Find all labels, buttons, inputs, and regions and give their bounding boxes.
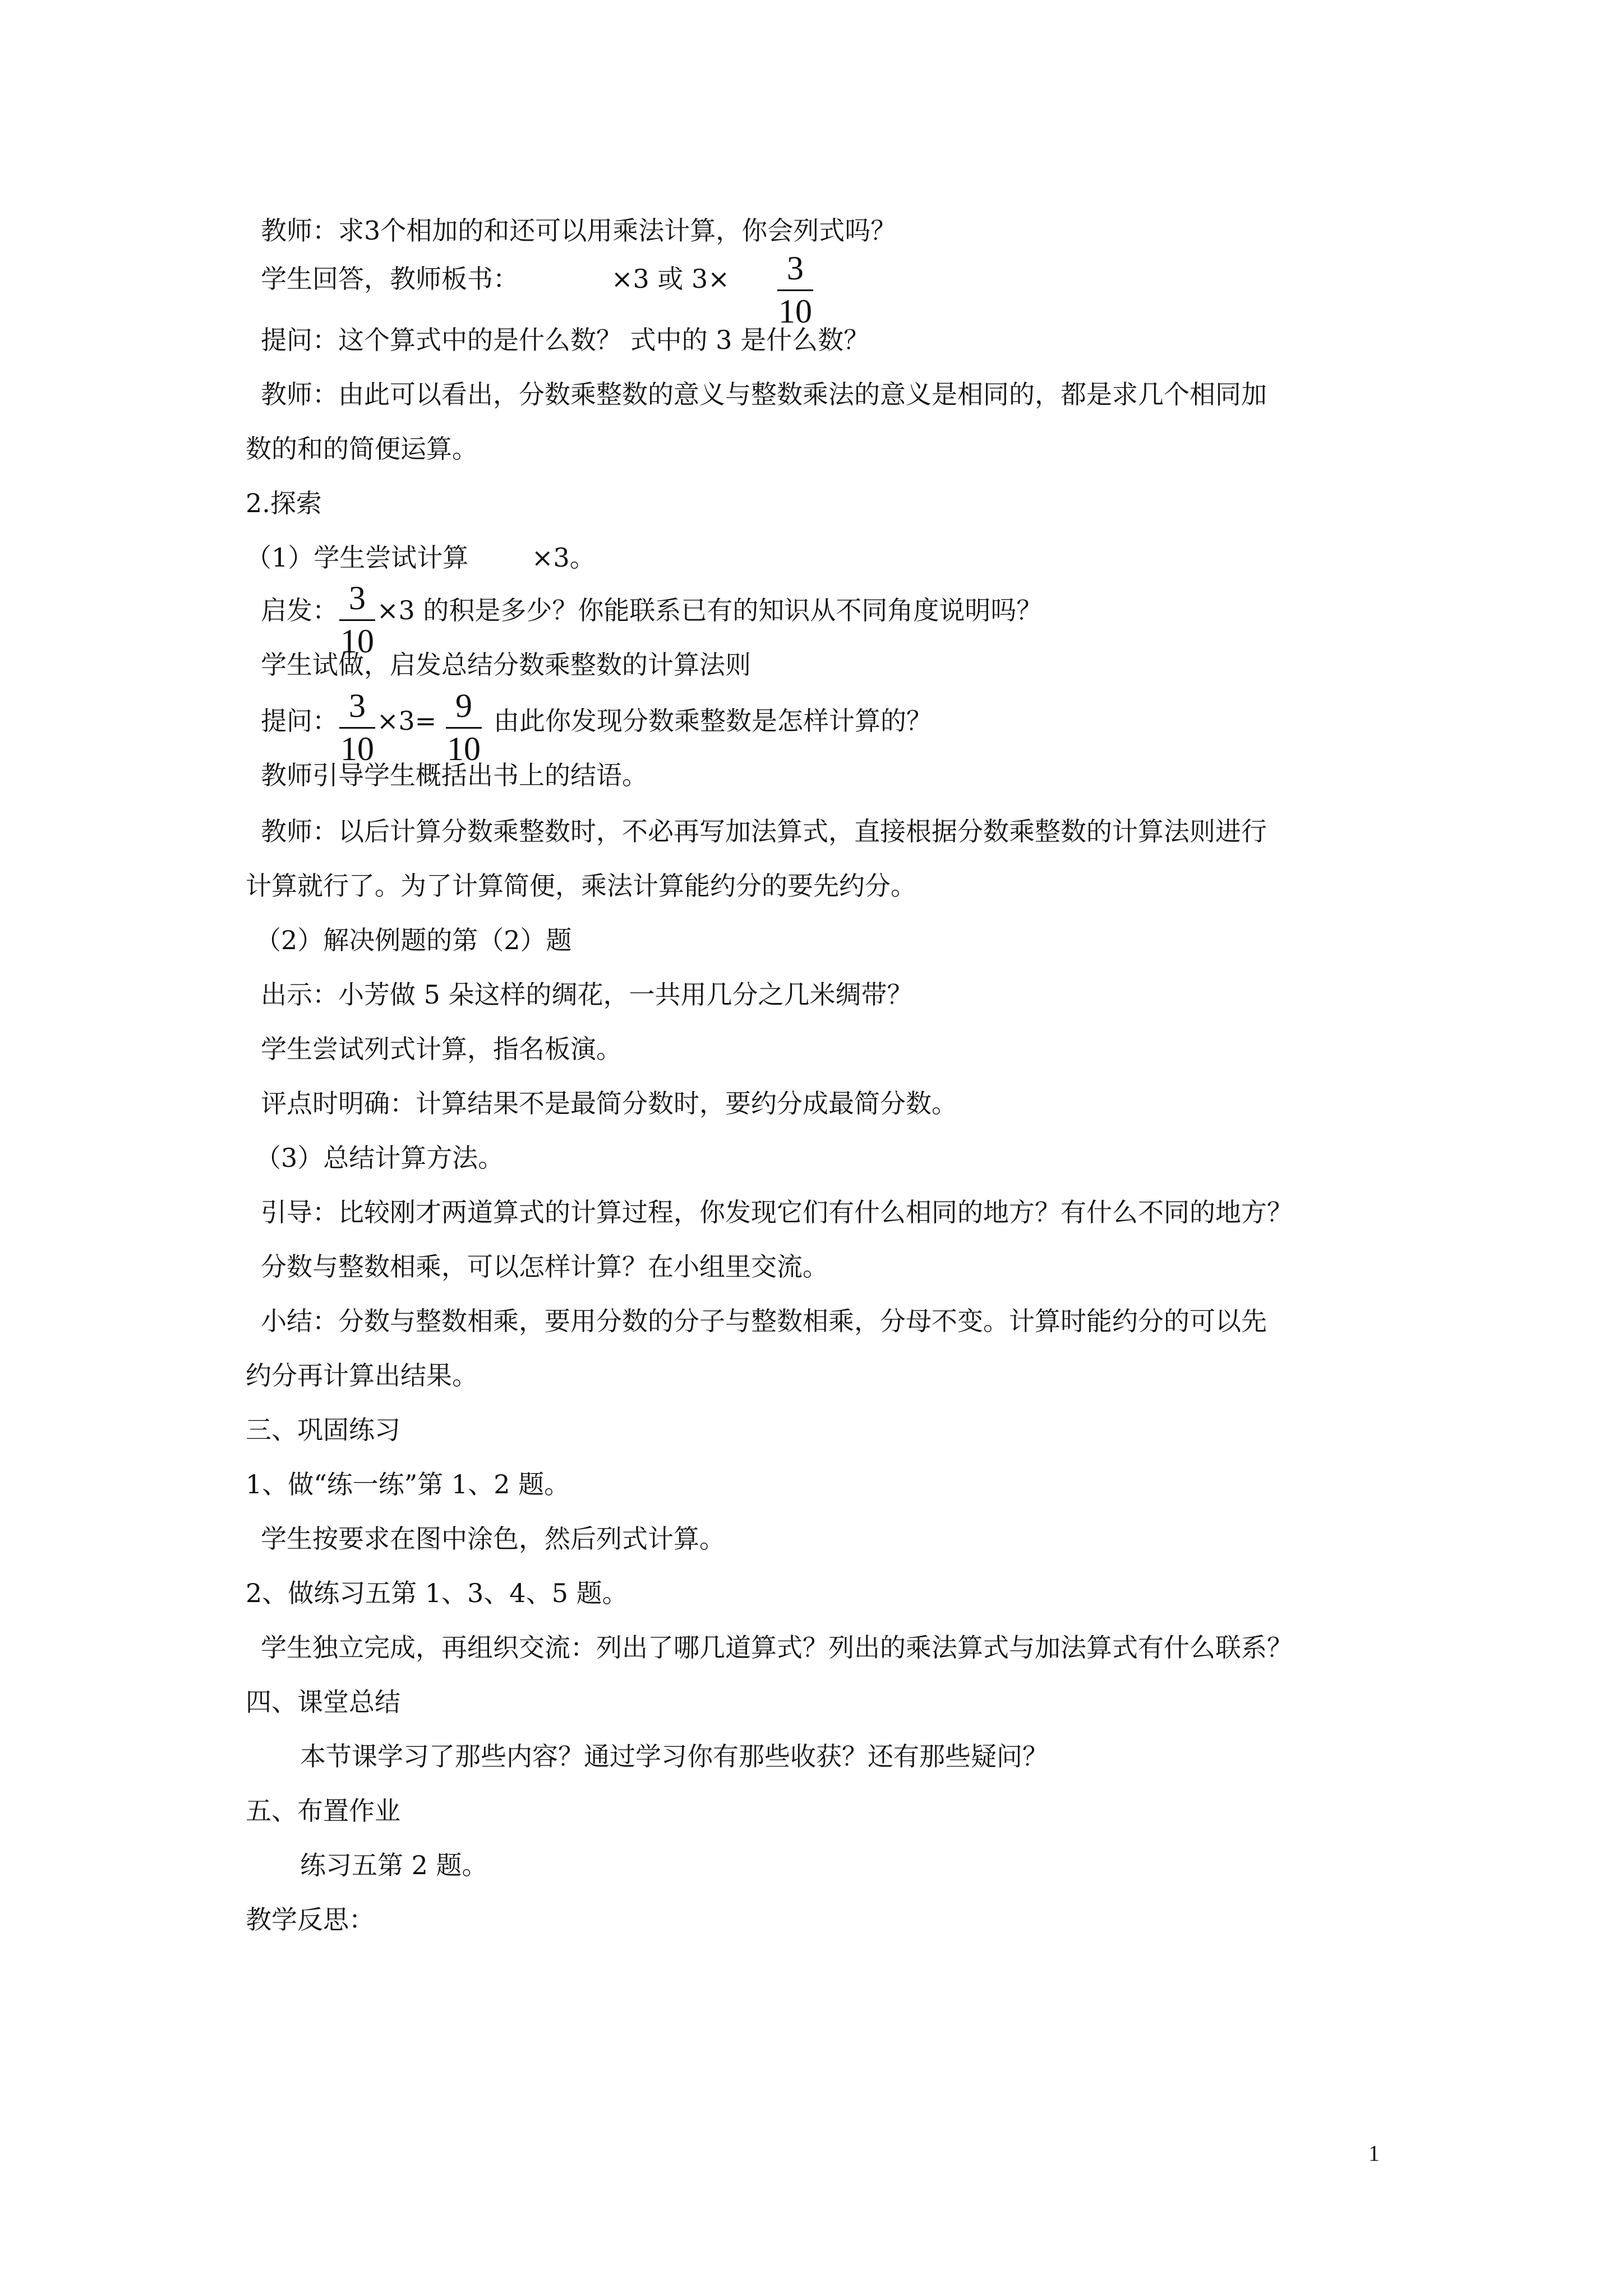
fraction-3-10 bbox=[777, 251, 813, 328]
section-heading: 三、巩固练习 bbox=[246, 1415, 400, 1445]
text-line: 教师：以后计算分数乘整数时，不必再写加法算式，直接根据分数乘整数的计算法则进行 bbox=[261, 816, 1267, 846]
text-line: 数的和的简便运算。 bbox=[246, 434, 478, 464]
fraction-numerator: 3 bbox=[787, 250, 804, 287]
fraction-numerator: 3 bbox=[349, 579, 366, 616]
fraction-bar bbox=[339, 727, 375, 729]
text-line: 提问： bbox=[261, 706, 338, 736]
text-line: 教师：由此可以看出，分数乘整数的意义与整数乘法的意义是相同的，都是求几个相同加 bbox=[261, 379, 1267, 409]
text-line: 小结：分数与整数相乘，要用分数的分子与整数相乘，分母不变。计算时能约分的可以先 bbox=[261, 1306, 1267, 1336]
text-line: 教师引导学生概括出书上的结语。 bbox=[261, 760, 648, 790]
text-line: 学生回答，教师板书： bbox=[261, 264, 519, 294]
text-line: （2）解决例题的第（2）题 bbox=[255, 925, 572, 955]
text-line: 教师：求3个相加的和还可以用乘法计算，你会列式吗？ bbox=[261, 215, 897, 246]
fraction-bar bbox=[339, 619, 375, 621]
text-line: 学生按要求在图中涂色，然后列式计算。 bbox=[261, 1524, 725, 1554]
page-number: 1 bbox=[1368, 2141, 1380, 2166]
text-line: 由此你发现分数乘整数是怎样计算的？ bbox=[494, 706, 932, 736]
text-line: 出示：小芳做 5 朵这样的绸花，一共用几分之几米绸带？ bbox=[261, 979, 913, 1010]
fraction-9-10 bbox=[446, 689, 482, 766]
fraction-denominator: 10 bbox=[778, 293, 812, 330]
fraction-bar bbox=[777, 289, 813, 291]
text-line: （3）总结计算方法。 bbox=[255, 1143, 504, 1173]
section-heading: 四、课堂总结 bbox=[246, 1687, 400, 1717]
text-line: 学生独立完成，再组织交流：列出了哪几道算式？列出的乘法算式与加法算式有什么联系？ bbox=[261, 1632, 1293, 1663]
fraction-bar bbox=[446, 727, 482, 729]
fraction-numerator: 3 bbox=[349, 687, 366, 724]
text-line: 评点时明确：计算结果不是最简分数时，要约分成最简分数。 bbox=[261, 1088, 957, 1119]
text-line: 本节课学习了那些内容？通过学习你有那些收获？还有那些疑问？ bbox=[300, 1741, 1048, 1772]
section-heading: 五、布置作业 bbox=[246, 1796, 400, 1826]
text-line: （1）学生尝试计算 bbox=[246, 542, 469, 573]
text-line: 学生尝试列式计算，指名板演。 bbox=[261, 1034, 622, 1064]
fraction-numerator: 9 bbox=[455, 687, 472, 724]
section-heading: 2.探索 bbox=[246, 488, 322, 518]
text-line: ×3= bbox=[377, 706, 437, 736]
text-line: ×3 的积是多少？你能联系已有的知识从不同角度说明吗？ bbox=[377, 595, 1043, 625]
text-line: ×3。 bbox=[532, 542, 596, 573]
text-line: 计算就行了。为了计算简便，乘法计算能约分的要先约分。 bbox=[246, 871, 916, 901]
text-line: 启发： bbox=[261, 595, 338, 625]
text-line: 分数与整数相乘，可以怎样计算？在小组里交流。 bbox=[261, 1251, 828, 1282]
fraction-denominator: 10 bbox=[447, 730, 481, 767]
text-line: ×3 或 3× bbox=[611, 264, 730, 294]
text-line: 学生试做，启发总结分数乘整数的计算法则 bbox=[261, 650, 751, 680]
text-line: 引导：比较刚才两道算式的计算过程，你发现它们有什么相同的地方？有什么不同的地方？ bbox=[261, 1197, 1293, 1227]
fraction-denominator: 10 bbox=[340, 730, 374, 767]
fraction-denominator: 10 bbox=[340, 623, 374, 660]
fraction-3-10 bbox=[339, 581, 375, 658]
text-line: 练习五第 2 题。 bbox=[300, 1850, 488, 1880]
text-line: 2、做练习五第 1、3、4、5 题。 bbox=[246, 1578, 628, 1608]
fraction-3-10 bbox=[339, 689, 375, 766]
text-line: 约分再计算出结果。 bbox=[246, 1360, 478, 1391]
text-line: 教学反思： bbox=[246, 1904, 375, 1935]
text-line: 1、做“练一练”第 1、2 题。 bbox=[246, 1469, 570, 1499]
text-line: 提问：这个算式中的是什么数？ 式中的 3 是什么数？ bbox=[261, 325, 870, 355]
